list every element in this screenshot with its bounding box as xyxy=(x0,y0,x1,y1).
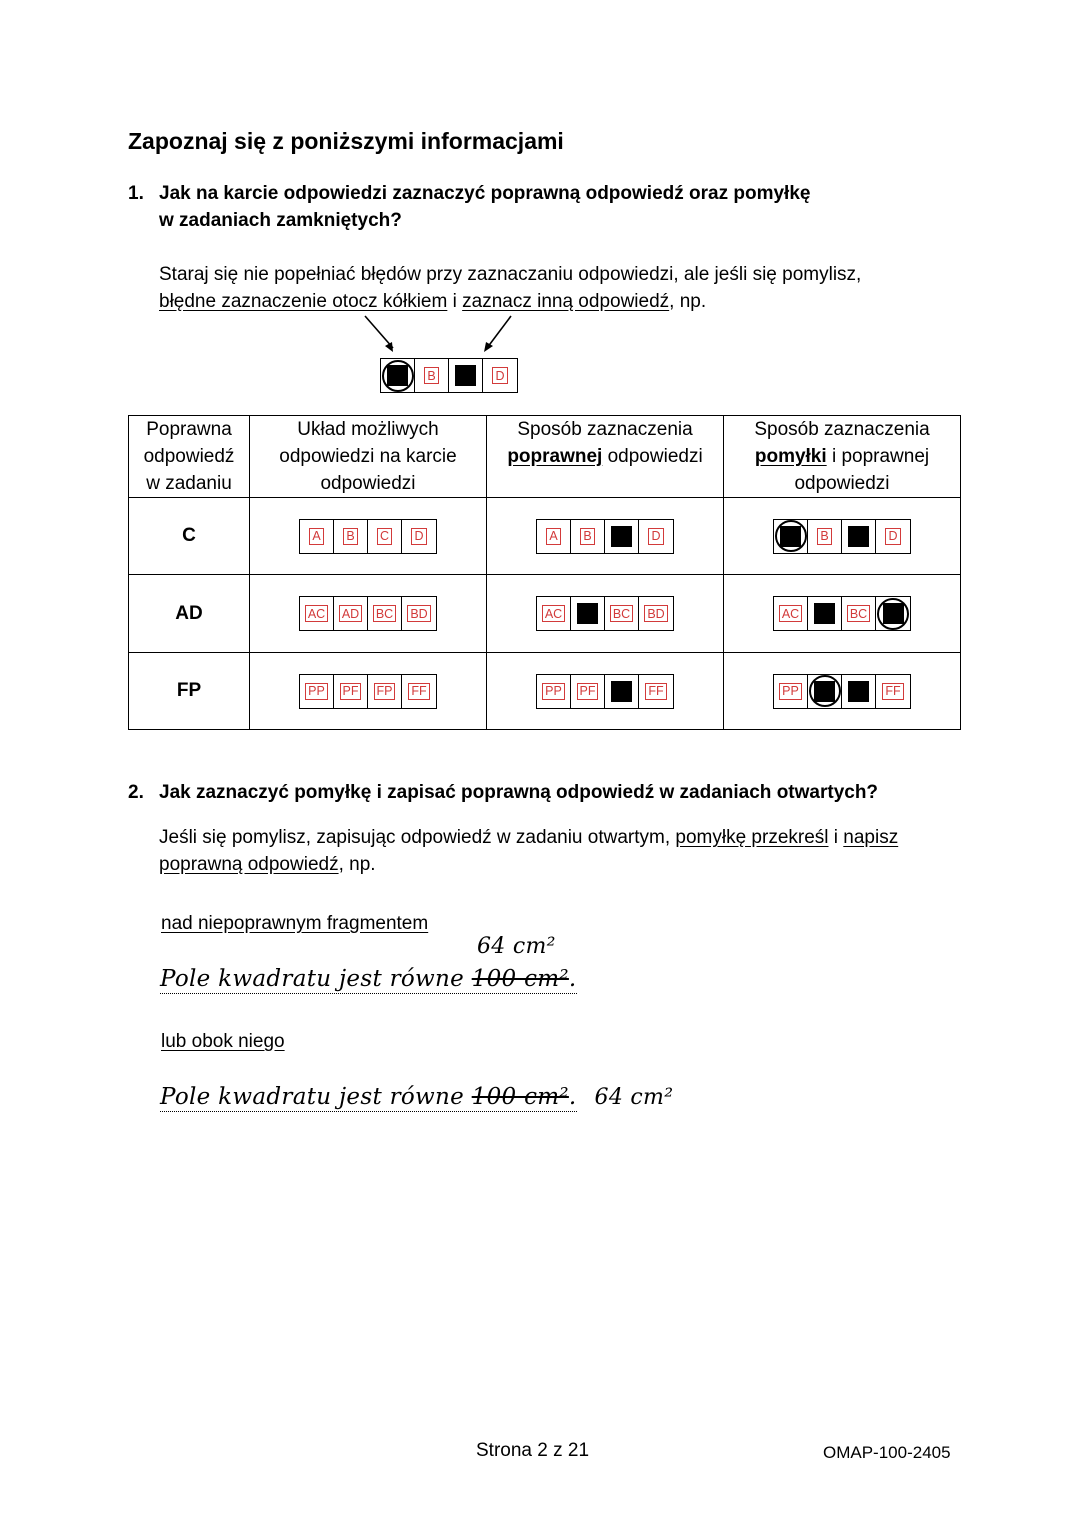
answer-table xyxy=(128,415,961,730)
answer-option xyxy=(334,597,368,630)
header-col1-line2: odpowiedź xyxy=(143,446,235,467)
filled-square-icon xyxy=(611,681,632,702)
header-col3-line1: Sposób zaznaczenia xyxy=(517,419,693,440)
row-answer: AD xyxy=(129,575,250,653)
filled-square-icon xyxy=(814,603,835,624)
answer-option xyxy=(402,520,436,553)
answer-option xyxy=(368,597,402,630)
answer-option-label: D xyxy=(492,367,507,384)
question-2-text-line2 xyxy=(159,851,979,878)
answer-option-label: PP xyxy=(542,683,565,700)
header-col2-line1: Układ możliwych xyxy=(297,419,439,440)
question-1-text-line1: Staraj się nie popełniać błędów przy zaznaczaniu odpowiedzi, ale jeśli się pomylisz, xyxy=(159,264,862,285)
answer-option-label: PF xyxy=(577,683,599,700)
answer-option-label: B xyxy=(424,367,438,384)
answer-option xyxy=(774,675,808,708)
sentence-text: Pole kwadratu jest równe xyxy=(160,966,472,992)
answer-group xyxy=(536,519,674,554)
answer-option xyxy=(876,520,910,553)
filled-square-icon xyxy=(848,681,869,702)
write-instruction-cont: poprawną odpowiedź xyxy=(159,854,339,875)
q2-text-ending: , np. xyxy=(338,854,376,875)
circled-filled-box xyxy=(808,675,842,708)
correct-cell xyxy=(487,498,724,575)
layout-cell xyxy=(250,653,487,730)
answer-group xyxy=(536,596,674,631)
handwritten-sentence-2 xyxy=(160,1084,673,1110)
answer-option-label: D xyxy=(885,528,900,545)
answer-option xyxy=(537,675,571,708)
header-mistake-method xyxy=(724,416,961,498)
table-row xyxy=(129,498,961,575)
answer-group xyxy=(299,674,437,709)
filled-box xyxy=(808,597,842,630)
filled-box xyxy=(842,520,876,553)
layout-cell xyxy=(250,575,487,653)
header-col1-line1: Poprawna xyxy=(146,419,232,440)
filled-box xyxy=(605,520,639,553)
header-col3-line2 xyxy=(487,443,723,470)
answer-option-label: AC xyxy=(779,605,802,622)
answer-option xyxy=(605,597,639,630)
answer-option-label: PP xyxy=(779,683,802,700)
answer-option-label: FF xyxy=(882,683,903,700)
header-col4-line3: odpowiedzi xyxy=(794,473,890,494)
answer-option xyxy=(808,520,842,553)
header-col3-rest: odpowiedzi xyxy=(602,446,703,467)
answer-option xyxy=(639,520,673,553)
header-col2-line3: odpowiedzi xyxy=(320,473,416,494)
answer-option-label: D xyxy=(411,528,426,545)
filled-box xyxy=(449,359,483,392)
question-1-text-line2 xyxy=(159,288,979,315)
question-2-title: Jak zaznaczyć pomyłkę i zapisać poprawną odpowiedź w zadaniach otwartych? xyxy=(159,782,879,803)
correct-cell xyxy=(487,653,724,730)
header-col4-line1: Sposób zaznaczenia xyxy=(754,419,930,440)
circled-filled-box xyxy=(774,520,808,553)
sentence-period: . xyxy=(568,1084,577,1110)
question-2-text-line1 xyxy=(159,824,979,851)
write-instruction: napisz xyxy=(843,827,899,848)
header-col3-bold: poprawnej xyxy=(507,446,603,467)
filled-box xyxy=(842,675,876,708)
question-1-title-line1: Jak na karcie odpowiedzi zaznaczyć poprawną odpowiedź oraz pomyłkę xyxy=(159,183,811,204)
answer-option xyxy=(639,597,673,630)
answer-option-label: BD xyxy=(644,605,667,622)
answer-group xyxy=(299,519,437,554)
answer-option xyxy=(300,520,334,553)
circle-instruction: błędne zaznaczenie otocz kółkiem xyxy=(159,291,448,312)
answer-option xyxy=(415,359,449,392)
answer-option xyxy=(774,597,808,630)
example-1-label-text: nad niepoprawnym fragmentem xyxy=(161,913,429,934)
row-answer: FP xyxy=(129,653,250,730)
answer-option xyxy=(571,675,605,708)
handwritten-sentence-1 xyxy=(160,966,577,992)
correction-beside: 64 cm² xyxy=(594,1085,674,1110)
answer-option xyxy=(334,675,368,708)
answer-option-label: BC xyxy=(610,605,633,622)
sentence-text: Pole kwadratu jest równe xyxy=(160,1084,472,1110)
circled-filled-box xyxy=(876,597,910,630)
answer-option-label: BC xyxy=(847,605,870,622)
page-number: Strona 2 z 21 xyxy=(476,1440,590,1461)
answer-option-label: FP xyxy=(374,683,396,700)
answer-option-label: B xyxy=(817,528,831,545)
arrow-down-left-icon xyxy=(484,342,493,352)
table-row xyxy=(129,575,961,653)
answer-option xyxy=(300,597,334,630)
header-col4-rest: i poprawnej xyxy=(826,446,930,467)
question-1-title-line2: w zadaniach zamkniętych? xyxy=(159,210,402,231)
answer-option-label: A xyxy=(309,528,323,545)
mark-instruction: zaznacz inną odpowiedź xyxy=(462,291,670,312)
answer-option-label: FF xyxy=(408,683,429,700)
answer-option xyxy=(483,359,517,392)
header-col1-line3: w zadaniu xyxy=(146,473,232,494)
circle-mark-icon xyxy=(775,520,807,552)
answer-option xyxy=(571,520,605,553)
answer-option xyxy=(334,520,368,553)
q2-conjunction: i xyxy=(828,827,844,848)
header-correct-answer xyxy=(129,416,250,498)
correct-cell xyxy=(487,575,724,653)
correction-above: 64 cm² xyxy=(477,934,556,959)
example-answer-group xyxy=(380,358,518,393)
answer-option-label: C xyxy=(377,528,392,545)
circled-filled-box xyxy=(381,359,415,392)
header-col2-line2: odpowiedzi na karcie xyxy=(279,446,457,467)
answer-option-label: D xyxy=(648,528,663,545)
answer-group xyxy=(773,596,911,631)
answer-option-label: FF xyxy=(645,683,666,700)
answer-option-label: AC xyxy=(305,605,328,622)
header-col4-line2 xyxy=(724,443,960,470)
table-row xyxy=(129,653,961,730)
answer-option-label: BD xyxy=(407,605,430,622)
answer-group xyxy=(536,674,674,709)
header-layout xyxy=(250,416,487,498)
answer-option xyxy=(300,675,334,708)
answer-group xyxy=(299,596,437,631)
filled-box xyxy=(571,597,605,630)
answer-option xyxy=(842,597,876,630)
question-1-title xyxy=(159,180,810,234)
answer-option-label: PP xyxy=(305,683,328,700)
answer-option-label: BC xyxy=(373,605,396,622)
answer-option xyxy=(876,675,910,708)
answer-option-label: PF xyxy=(340,683,362,700)
q2-text-start: Jeśli się pomylisz, zapisując odpowiedź w zadaniu otwartym, xyxy=(159,827,676,848)
row-answer: C xyxy=(129,498,250,575)
question-2-number: 2. xyxy=(128,782,144,803)
filled-square-icon xyxy=(577,603,598,624)
sentence-period: . xyxy=(568,966,577,992)
answer-group xyxy=(773,519,911,554)
answer-option xyxy=(537,597,571,630)
circle-mark-icon xyxy=(809,675,841,707)
question-2-text xyxy=(159,824,979,878)
answer-option-label: B xyxy=(580,528,594,545)
answer-group xyxy=(773,674,911,709)
header-col4-bold: pomyłki xyxy=(754,446,827,467)
conjunction: i xyxy=(447,291,463,312)
example-1-label xyxy=(161,910,428,937)
page-heading: Zapoznaj się z poniższymi informacjami xyxy=(128,128,564,154)
question-1-text xyxy=(159,261,979,315)
answer-option xyxy=(402,597,436,630)
filled-square-icon xyxy=(455,365,476,386)
answer-option-label: AC xyxy=(542,605,565,622)
filled-square-icon xyxy=(848,526,869,547)
example-2-label-text: lub obok niego xyxy=(161,1031,285,1052)
arrows-graphic xyxy=(355,312,525,360)
mistake-cell xyxy=(724,653,961,730)
struck-value: 100 cm² xyxy=(471,966,569,992)
answer-option xyxy=(402,675,436,708)
filled-box xyxy=(605,675,639,708)
example-2-label xyxy=(161,1028,285,1055)
layout-cell xyxy=(250,498,487,575)
answer-option-label: AD xyxy=(339,605,362,622)
answer-option-label: B xyxy=(343,528,357,545)
answer-option-label: A xyxy=(546,528,560,545)
filled-square-icon xyxy=(611,526,632,547)
mistake-cell xyxy=(724,575,961,653)
header-correct-method xyxy=(487,416,724,498)
circle-mark-icon xyxy=(382,360,414,392)
answer-option xyxy=(368,520,402,553)
answer-option xyxy=(639,675,673,708)
circle-mark-icon xyxy=(877,598,909,630)
struck-value: 100 cm² xyxy=(471,1084,569,1110)
strike-instruction: pomyłkę przekreśl xyxy=(675,827,829,848)
mistake-cell xyxy=(724,498,961,575)
answer-option xyxy=(368,675,402,708)
question-1-number: 1. xyxy=(128,183,144,204)
text-ending: , np. xyxy=(669,291,707,312)
document-code: OMAP-100-2405 xyxy=(823,1443,951,1462)
answer-option xyxy=(537,520,571,553)
